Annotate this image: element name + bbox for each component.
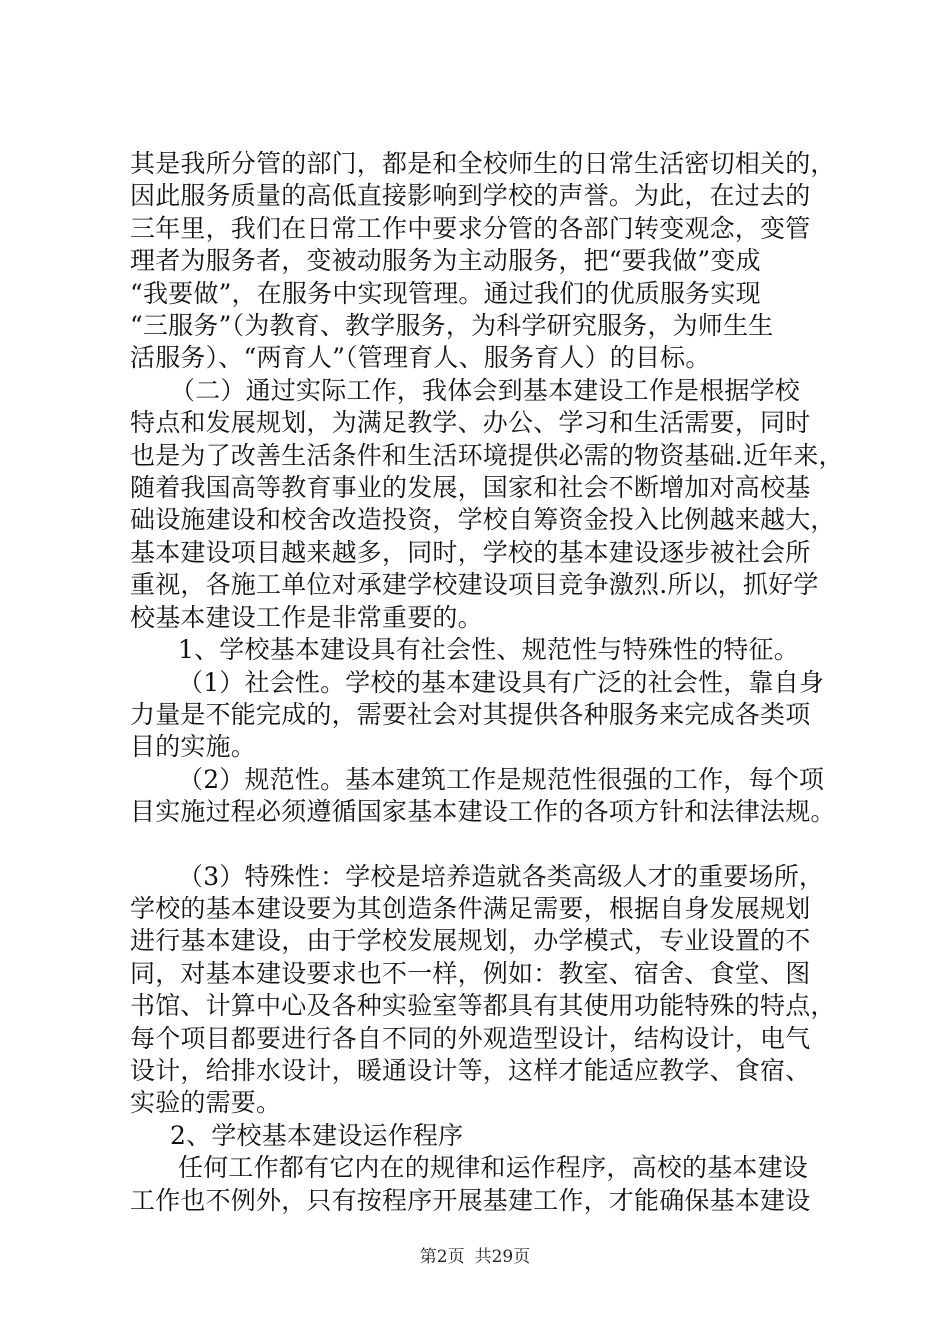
text-line: （3）特殊性：学校是培养造就各类高级人才的重要场所，	[178, 861, 825, 891]
page-total: 共29页	[474, 1247, 531, 1267]
text-line: （二）通过实际工作，我体会到基本建设工作是根据学校	[170, 375, 801, 405]
text-line: 础设施建设和校舍改造投资，学校自筹资金投入比例越来越大，	[130, 505, 836, 535]
text-line: 特点和发展规划，为满足教学、办公、学习和生活需要，同时	[130, 408, 811, 438]
text-line: 也是为了改善生活条件和生活环境提供必需的物资基础.近年来，	[130, 440, 844, 470]
document-body	[130, 148, 842, 1217]
text-line: “三服务”（为教育、教学服务，为科学研究服务，为师生生	[130, 311, 774, 341]
text-line: 活服务）、“两育人”（管理育人、服务育人）的目标。	[130, 343, 711, 373]
text-line: 同，对基本建设要求也不一样，例如：教室、宿舍、食堂、图	[130, 958, 811, 988]
text-line: 任何工作都有它内在的规律和运作程序，高校的基本建设	[178, 1153, 809, 1183]
text-line: 学校的基本建设要为其创造条件满足需要，根据自身发展规划	[130, 893, 811, 923]
text-line: 随着我国高等教育事业的发展，国家和社会不断增加对高校基	[130, 473, 811, 503]
text-line: （1）社会性。学校的基本建设具有广泛的社会性，靠自身	[178, 667, 825, 697]
text-line: 校基本建设工作是非常重要的。	[130, 602, 483, 632]
text-line: 因此服务质量的高低直接影响到学校的声誉。为此，在过去的	[130, 181, 811, 211]
text-line: 三年里，我们在日常工作中要求分管的各部门转变观念，变管	[130, 213, 811, 243]
text-line: 工作也不例外，只有按程序开展基建工作，才能确保基本建设	[130, 1185, 811, 1215]
text-line: “我要做”，在服务中实现管理。通过我们的优质服务实现	[130, 278, 761, 308]
text-line: 理者为服务者，变被动服务为主动服务，把“要我做”变成	[130, 246, 761, 276]
paragraph-gap	[130, 829, 842, 861]
text-line: 2、学校基本建设运作程序	[170, 1120, 464, 1150]
text-line: 每个项目都要进行各自不同的外观造型设计，结构设计，电气	[130, 1023, 811, 1053]
text-line: 重视，各施工单位对承建学校建设项目竞争激烈.所以，抓好学	[130, 570, 819, 600]
text-line: 目实施过程必须遵循国家基本建设工作的各项方针和法律法规。	[130, 797, 836, 827]
text-line: 基本建设项目越来越多，同时，学校的基本建设逐步被社会所	[130, 537, 811, 567]
text-line: 目的实施。	[130, 732, 257, 762]
page-number: 第2页	[419, 1247, 465, 1267]
text-line: 力量是不能完成的，需要社会对其提供各种服务来完成各类项	[130, 699, 811, 729]
text-line: 其是我所分管的部门，都是和全校师生的日常生活密切相关的，	[130, 149, 836, 178]
text-line: （2）规范性。基本建筑工作是规范性很强的工作，每个项	[178, 764, 825, 794]
text-line: 进行基本建设，由于学校发展规划，办学模式，专业设置的不	[130, 926, 811, 956]
text-line: 1、学校基本建设具有社会性、规范性与特殊性的特征。	[178, 635, 799, 665]
text-line: 设计，给排水设计，暖通设计等，这样才能适应教学、食宿、	[130, 1055, 811, 1085]
text-line: 实验的需要。	[130, 1088, 282, 1118]
text-line: 书馆、计算中心及各种实验室等都具有其使用功能特殊的特点，	[130, 991, 836, 1021]
page-footer	[0, 1246, 950, 1268]
